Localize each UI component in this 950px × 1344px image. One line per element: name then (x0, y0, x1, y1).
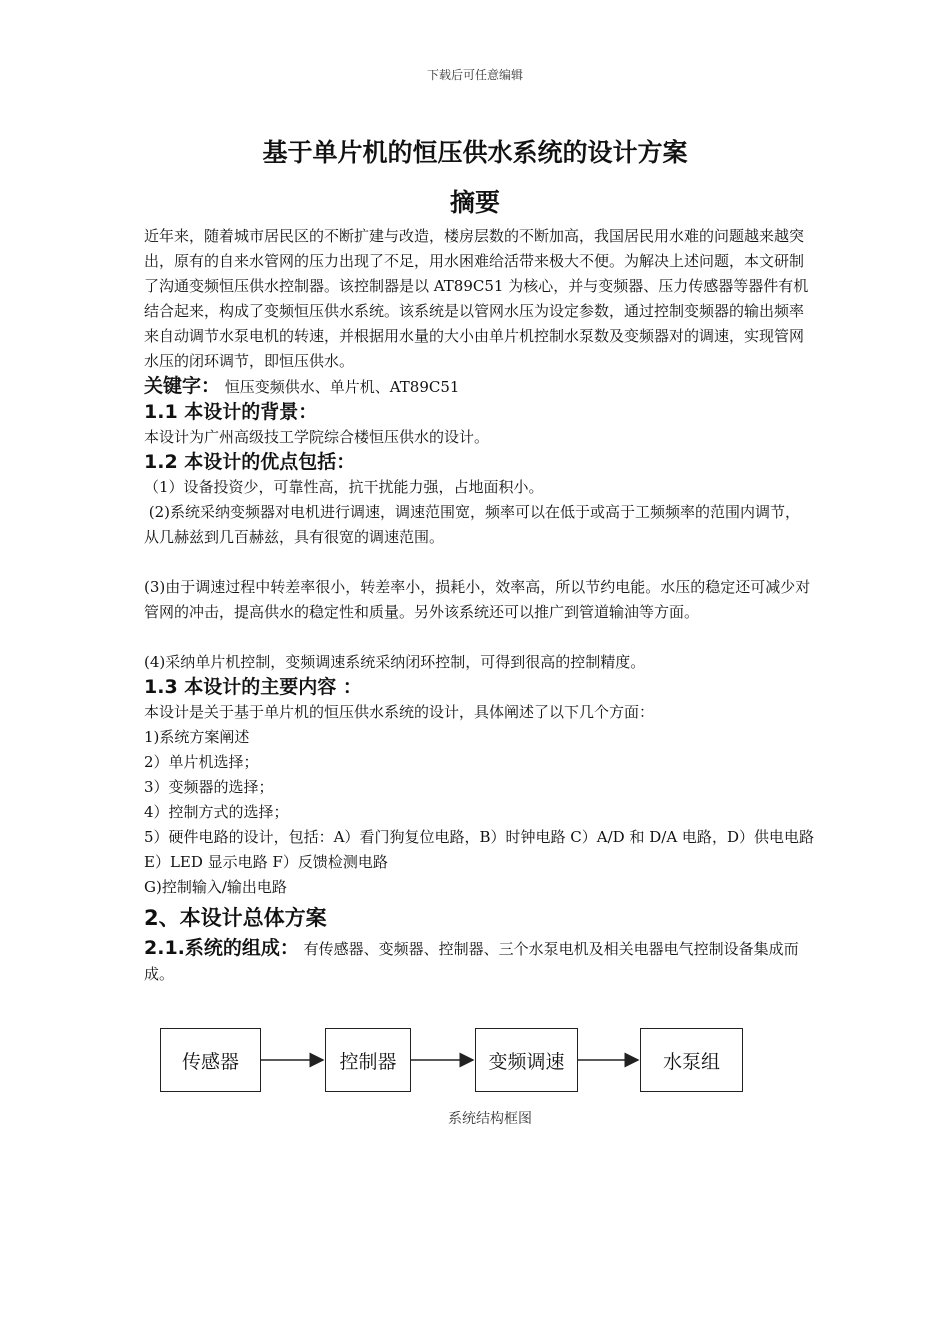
content-item: 5）硬件电路的设计，包括：A）看门狗复位电路，B）时钟电路 C）A/D 和 D/A 电路，D）供电电路 E）LED 显示电路 F）反馈检测电路 (144, 828, 814, 871)
document-title: 基于单片机的恒压供水系统的设计方案 (262, 138, 688, 167)
content-item: 4）控制方式的选择； (144, 803, 289, 821)
section-1-1-text: 本设计为广州高级技工学院综合楼恒压供水的设计。 (144, 428, 490, 446)
advantage-item: (3)由于调速过程中转差率很小，转差率小，损耗小，效率高，所以节约电能。水压的稳定还可减少对管网的冲击，提高供水的稳定性和质量。另外该系统还可以推广到管道输油等方面。 (144, 578, 811, 621)
content-item: G)控制输入/输出电路 (144, 878, 287, 896)
keywords-value: 恒压变频供水、单片机、AT89C51 (220, 378, 460, 396)
section-1-3-heading: 1.3 本设计的主要内容 ： (144, 676, 362, 698)
keywords-label: 关键字： (144, 375, 221, 397)
diagram-caption: 系统结构框图 (448, 1111, 532, 1127)
abstract-paragraph: 近年来，随着城市居民区的不断扩建与改造，楼房层数的不断加高，我国居民用水难的问题越来越突出，原有的自来水管网的压力出现了不足，用水困难给活带来极大不便。为解决上述问题，本文研制了沟通变频恒压供水控制器。该控制器是以 AT89C51 为核心，并与变频器、压力传感器等器件有机结合起来，构成了变频恒压供水系统。该系统是以管网水压为设定参数，通过控制变频器的输出频率来自动调节水泵电机的转速，并根据用水量的大小由单片机控制水泵数及变频器对的调速，实现管网水压的闭环调节，即恒压供水。 (144, 227, 809, 370)
document-body (144, 224, 814, 987)
section-2-1-label: 2.1.系统的组成： (144, 937, 299, 959)
block-pump-group: 水泵组 (640, 1028, 743, 1092)
content-item: 2）单片机选择； (144, 753, 259, 771)
section-2-heading: 2、本设计总体方案 (144, 906, 327, 930)
advantage-item: (4)采纳单片机控制，变频调速系统采纳闭环控制，可得到很高的控制精度。 (144, 653, 646, 671)
block-vfd: 变频调速 (475, 1028, 578, 1092)
section-1-3-intro: 本设计是关于基于单片机的恒压供水系统的设计，具体阐述了以下几个方面： (144, 703, 655, 721)
section-2-1-text: 有传感器、变频器、控制器、三个水泵电机及相关电器电气控制设备集成而成。 (144, 940, 799, 983)
section-2-1-paragraph (144, 936, 814, 987)
block-controller: 控制器 (325, 1028, 411, 1092)
spacer (144, 550, 814, 575)
page-header: 下载后可任意编辑 (426, 68, 523, 82)
abstract-heading: 摘要 (449, 188, 500, 217)
section-1-1-heading: 1.1 本设计的背景： (144, 401, 318, 423)
keywords-line (144, 374, 814, 400)
advantage-item: (2)系统采纳变频器对电机进行调速，调速范围宽，频率可以在低于或高于工频频率的范围内调节，从几赫兹到几百赫兹，具有很宽的调速范围。 (144, 503, 801, 546)
content-item: 3）变频器的选择； (144, 778, 274, 796)
block-sensor: 传感器 (160, 1028, 261, 1092)
content-item: 1)系统方案阐述 (144, 728, 250, 746)
advantage-item: （1）设备投资少，可靠性高，抗干扰能力强，占地面积小。 (144, 478, 544, 496)
section-1-2-heading: 1.2 本设计的优点包括： (144, 451, 356, 473)
spacer (144, 625, 814, 650)
